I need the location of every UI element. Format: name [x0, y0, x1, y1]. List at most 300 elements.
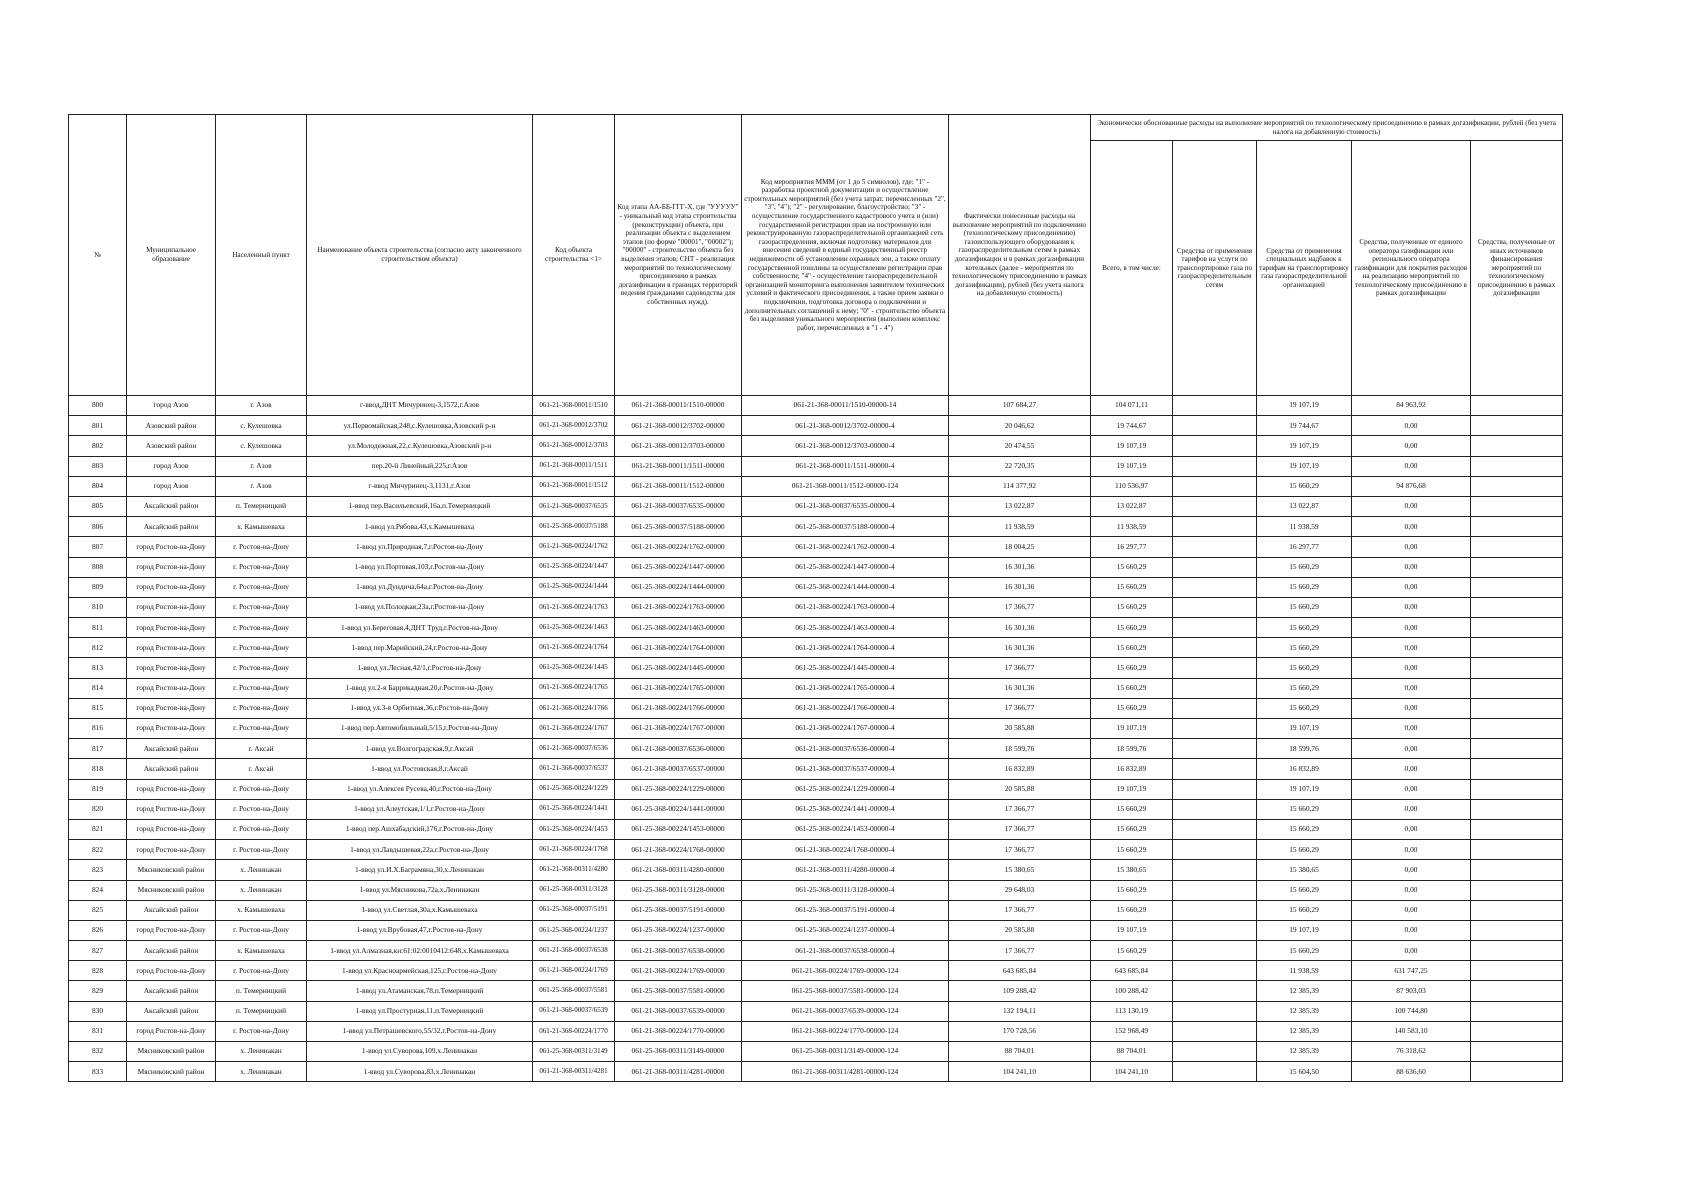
municipality-cell: город Ростов-на-Дону [127, 678, 216, 698]
total-cell: 152 968,49 [1091, 1021, 1173, 1041]
other-funds-cell [1471, 537, 1563, 557]
measure-code-cell: 061-21-368-00224/1770-00000-124 [742, 1021, 949, 1041]
object-code-cell: 061-21-368-00037/6536 [533, 739, 615, 759]
object-name-cell: 1-ввод ул.Петрашевского,55/32,г.Ростов-на-Дону [307, 1021, 533, 1041]
row-number: 813 [69, 658, 127, 678]
object-code-cell: 061-21-368-00011/1511 [533, 456, 615, 476]
markup-funds-cell: 12 385,39 [1257, 1042, 1352, 1062]
table-row [69, 597, 1563, 617]
table-row [69, 557, 1563, 577]
other-funds-cell [1471, 819, 1563, 839]
markup-funds-cell: 15 604,50 [1257, 1062, 1352, 1082]
tariff-funds-cell [1173, 1001, 1257, 1021]
municipality-cell: город Ростов-на-Дону [127, 557, 216, 577]
settlement-cell: г. Ростов-на-Дону [216, 678, 307, 698]
settlement-cell: г. Ростов-на-Дону [216, 618, 307, 638]
object-code-cell: 061-21-368-00224/1765 [533, 678, 615, 698]
total-cell: 13 022,87 [1091, 496, 1173, 516]
object-code-cell: 061-21-368-00037/6537 [533, 759, 615, 779]
table-row [69, 436, 1563, 456]
table-row [69, 456, 1563, 476]
table-row [69, 678, 1563, 698]
markup-funds-cell: 18 599,76 [1257, 739, 1352, 759]
tariff-funds-cell [1173, 1042, 1257, 1062]
col-markup-funds-header: Средства от применения специальных надбавок к тарифам на транспортировку газа газораспределительной организацией [1257, 141, 1352, 396]
municipality-cell: город Ростов-на-Дону [127, 779, 216, 799]
actual-costs-cell: 29 648,03 [949, 880, 1091, 900]
tariff-funds-cell [1173, 577, 1257, 597]
measure-code-cell: 061-21-368-00012/3703-00000-4 [742, 436, 949, 456]
municipality-cell: город Ростов-на-Дону [127, 1021, 216, 1041]
object-code-cell: 061-25-368-00224/1453 [533, 819, 615, 839]
municipality-cell: город Ростов-на-Дону [127, 819, 216, 839]
other-funds-cell [1471, 880, 1563, 900]
markup-funds-cell: 15 660,29 [1257, 698, 1352, 718]
settlement-cell: с. Кулешовка [216, 436, 307, 456]
table-row [69, 1021, 1563, 1041]
object-name-cell: 1-ввод ул.Лесная,42/1,г.Ростов-на-Дону [307, 658, 533, 678]
object-name-cell: 1-ввод ул.Береговая,4,ДНТ Труд,г.Ростов-на-Дону [307, 618, 533, 638]
other-funds-cell [1471, 698, 1563, 718]
operator-funds-cell: 0,00 [1352, 920, 1471, 940]
object-code-cell: 061-21-368-00011/1512 [533, 476, 615, 496]
table-row [69, 658, 1563, 678]
stage-code-cell: 061-25-368-00224/1453-00000 [615, 819, 742, 839]
municipality-cell: Мясниковский район [127, 1062, 216, 1082]
row-number: 816 [69, 719, 127, 739]
row-number: 833 [69, 1062, 127, 1082]
tariff-funds-cell [1173, 537, 1257, 557]
actual-costs-cell: 114 377,92 [949, 476, 1091, 496]
markup-funds-cell: 15 380,65 [1257, 860, 1352, 880]
row-number: 812 [69, 638, 127, 658]
operator-funds-cell: 0,00 [1352, 537, 1471, 557]
operator-funds-cell: 0,00 [1352, 658, 1471, 678]
tariff-funds-cell [1173, 900, 1257, 920]
settlement-cell: г. Азов [216, 476, 307, 496]
operator-funds-cell: 0,00 [1352, 436, 1471, 456]
col-other-funds-header: Средства, полученные от иных источников финансирования мероприятий по технологическому присоединению в рамках догазификации [1471, 141, 1563, 396]
measure-code-cell: 061-21-368-00224/1763-00000-4 [742, 597, 949, 617]
col-settlement-header: Населенный пункт [216, 115, 307, 396]
operator-funds-cell: 100 744,80 [1352, 1001, 1471, 1021]
row-number: 818 [69, 759, 127, 779]
measure-code-cell: 061-25-368-00037/5191-00000-4 [742, 900, 949, 920]
other-funds-cell [1471, 618, 1563, 638]
stage-code-cell: 061-25-368-00224/1445-00000 [615, 658, 742, 678]
measure-code-cell: 061-21-368-00037/6538-00000-4 [742, 941, 949, 961]
object-code-cell: 061-25-368-00224/1237 [533, 920, 615, 940]
stage-code-cell: 061-21-368-00037/6537-00000 [615, 759, 742, 779]
table-row [69, 880, 1563, 900]
object-name-cell: 1-ввод ул.Волгоградская,9,г.Аксай [307, 739, 533, 759]
row-number: 832 [69, 1042, 127, 1062]
other-funds-cell [1471, 638, 1563, 658]
actual-costs-cell: 107 684,27 [949, 396, 1091, 416]
table-row [69, 719, 1563, 739]
markup-funds-cell: 15 660,29 [1257, 678, 1352, 698]
markup-funds-cell: 15 660,29 [1257, 880, 1352, 900]
object-name-cell: 1-ввод пер.Марийский,24,г.Ростов-на-Дону [307, 638, 533, 658]
tariff-funds-cell [1173, 638, 1257, 658]
markup-funds-cell: 12 385,39 [1257, 1001, 1352, 1021]
stage-code-cell: 061-25-368-00224/1237-00000 [615, 920, 742, 940]
col-object-name-header: Наименование объекта строительства (согласно акту законченного строительством объекта) [307, 115, 533, 396]
row-number: 815 [69, 698, 127, 718]
total-cell: 110 536,97 [1091, 476, 1173, 496]
other-funds-cell [1471, 496, 1563, 516]
markup-funds-cell: 19 107,19 [1257, 779, 1352, 799]
col-operator-funds-header: Средства, полученные от единого оператора газификации или регионального оператора газификации для покрытия расходов на реализацию мероприятий по технологическому присоединению в рамках догазификации [1352, 141, 1471, 396]
stage-code-cell: 061-25-368-00037/5581-00000 [615, 981, 742, 1001]
row-number: 821 [69, 819, 127, 839]
measure-code-cell: 061-25-368-00224/1237-00000-4 [742, 920, 949, 940]
other-funds-cell [1471, 396, 1563, 416]
object-code-cell: 061-21-368-00224/1769 [533, 961, 615, 981]
tariff-funds-cell [1173, 396, 1257, 416]
row-number: 829 [69, 981, 127, 1001]
municipality-cell: город Ростов-на-Дону [127, 799, 216, 819]
row-number: 808 [69, 557, 127, 577]
markup-funds-cell: 12 385,39 [1257, 981, 1352, 1001]
stage-code-cell: 061-21-368-00224/1770-00000 [615, 1021, 742, 1041]
municipality-cell: Аксайский район [127, 517, 216, 537]
tariff-funds-cell [1173, 759, 1257, 779]
measure-code-cell: 061-21-368-00011/1510-00000-14 [742, 396, 949, 416]
markup-funds-cell: 16 297,77 [1257, 537, 1352, 557]
measure-code-cell: 061-21-368-00037/6535-00000-4 [742, 496, 949, 516]
row-number: 810 [69, 597, 127, 617]
measure-code-cell: 061-21-368-00311/4281-00000-124 [742, 1062, 949, 1082]
table-row [69, 900, 1563, 920]
operator-funds-cell: 0,00 [1352, 819, 1471, 839]
object-name-cell: 1-ввод ул.Алеутская,1/1,г.Ростов-на-Дону [307, 799, 533, 819]
operator-funds-cell: 0,00 [1352, 557, 1471, 577]
markup-funds-cell: 15 660,29 [1257, 658, 1352, 678]
settlement-cell: г. Ростов-на-Дону [216, 961, 307, 981]
total-cell: 15 660,29 [1091, 799, 1173, 819]
actual-costs-cell: 170 728,56 [949, 1021, 1091, 1041]
object-code-cell: 061-21-368-00012/3702 [533, 416, 615, 436]
operator-funds-cell: 0,00 [1352, 799, 1471, 819]
object-name-cell: 1-ввод ул.Полоцкая,23а,г.Ростов-на-Дону [307, 597, 533, 617]
table-row [69, 1062, 1563, 1082]
object-name-cell: 1-ввод ул.Атаманская,78,п.Темерницкий [307, 981, 533, 1001]
operator-funds-cell: 0,00 [1352, 719, 1471, 739]
municipality-cell: город Азов [127, 396, 216, 416]
table-row [69, 517, 1563, 537]
stage-code-cell: 061-25-368-00037/5188-00000 [615, 517, 742, 537]
markup-funds-cell: 19 107,19 [1257, 719, 1352, 739]
settlement-cell: х. Ленинакан [216, 880, 307, 900]
measure-code-cell: 061-25-368-00224/1229-00000-4 [742, 779, 949, 799]
measure-code-cell: 061-25-368-00224/1463-00000-4 [742, 618, 949, 638]
row-number: 809 [69, 577, 127, 597]
tariff-funds-cell [1173, 618, 1257, 638]
actual-costs-cell: 18 599,76 [949, 739, 1091, 759]
other-funds-cell [1471, 557, 1563, 577]
stage-code-cell: 061-21-368-00224/1766-00000 [615, 698, 742, 718]
settlement-cell: г. Ростов-на-Дону [216, 597, 307, 617]
tariff-funds-cell [1173, 860, 1257, 880]
settlement-cell: г. Ростов-на-Дону [216, 537, 307, 557]
table-row [69, 1042, 1563, 1062]
municipality-cell: Мясниковский район [127, 880, 216, 900]
total-cell: 104 241,10 [1091, 1062, 1173, 1082]
settlement-cell: п. Темерницкий [216, 1001, 307, 1021]
actual-costs-cell: 20 046,62 [949, 416, 1091, 436]
object-name-cell: 1-ввод ул.Суворова,109,х.Ленинакан [307, 1042, 533, 1062]
markup-funds-cell: 15 660,29 [1257, 597, 1352, 617]
operator-funds-cell: 84 963,92 [1352, 396, 1471, 416]
measure-code-cell: 061-21-368-00224/1768-00000-4 [742, 840, 949, 860]
object-code-cell: 061-21-368-00037/6539 [533, 1001, 615, 1021]
cost-table [68, 114, 1563, 1082]
markup-funds-cell: 15 660,29 [1257, 476, 1352, 496]
row-number: 806 [69, 517, 127, 537]
table-row [69, 981, 1563, 1001]
object-code-cell: 061-21-368-00224/1770 [533, 1021, 615, 1041]
measure-code-cell: 061-21-368-00311/4280-00000-4 [742, 860, 949, 880]
settlement-cell: г. Ростов-на-Дону [216, 557, 307, 577]
municipality-cell: город Ростов-на-Дону [127, 618, 216, 638]
actual-costs-cell: 18 004,25 [949, 537, 1091, 557]
col-num-header: № [69, 115, 127, 396]
settlement-cell: г. Ростов-на-Дону [216, 698, 307, 718]
actual-costs-cell: 13 022,87 [949, 496, 1091, 516]
stage-code-cell: 061-21-368-00037/6538-00000 [615, 941, 742, 961]
tariff-funds-cell [1173, 517, 1257, 537]
operator-funds-cell: 0,00 [1352, 496, 1471, 516]
object-code-cell: 061-21-368-00012/3703 [533, 436, 615, 456]
tariff-funds-cell [1173, 416, 1257, 436]
object-code-cell: 061-21-368-00224/1763 [533, 597, 615, 617]
actual-costs-cell: 16 832,89 [949, 759, 1091, 779]
stage-code-cell: 061-21-368-00224/1763-00000 [615, 597, 742, 617]
table-row [69, 779, 1563, 799]
actual-costs-cell: 20 585,88 [949, 719, 1091, 739]
tariff-funds-cell [1173, 436, 1257, 456]
table-row [69, 840, 1563, 860]
actual-costs-cell: 88 704,01 [949, 1042, 1091, 1062]
municipality-cell: город Ростов-на-Дону [127, 840, 216, 860]
economic-costs-group-header: Экономически обоснованные расходы на выполнение мероприятий по технологическому присоединению в рамках догазификации, рублей (без учета налога на добавленную стоимость) [1091, 115, 1563, 141]
settlement-cell: с. Кулешовка [216, 416, 307, 436]
settlement-cell: г. Ростов-на-Дону [216, 577, 307, 597]
municipality-cell: город Ростов-на-Дону [127, 537, 216, 557]
operator-funds-cell: 0,00 [1352, 759, 1471, 779]
measure-code-cell: 061-25-368-00224/1444-00000-4 [742, 577, 949, 597]
other-funds-cell [1471, 840, 1563, 860]
stage-code-cell: 061-21-368-00224/1765-00000 [615, 678, 742, 698]
tariff-funds-cell [1173, 1062, 1257, 1082]
row-number: 824 [69, 880, 127, 900]
row-number: 827 [69, 941, 127, 961]
other-funds-cell [1471, 456, 1563, 476]
operator-funds-cell: 0,00 [1352, 678, 1471, 698]
object-code-cell: 061-25-368-00224/1441 [533, 799, 615, 819]
row-number: 819 [69, 779, 127, 799]
object-name-cell: 1-ввод ул.Рябова,43,х.Камышеваха [307, 517, 533, 537]
table-row [69, 698, 1563, 718]
object-name-cell: 1-ввод ул.Лавдышевая,22а,г.Ростов-на-Дону [307, 840, 533, 860]
markup-funds-cell: 15 660,29 [1257, 557, 1352, 577]
row-number: 831 [69, 1021, 127, 1041]
markup-funds-cell: 11 938,59 [1257, 961, 1352, 981]
object-name-cell: 1-ввод ул.Алексея Русева,40,г.Ростов-на-Дону [307, 779, 533, 799]
total-cell: 15 660,29 [1091, 900, 1173, 920]
total-cell: 15 660,29 [1091, 941, 1173, 961]
object-code-cell: 061-25-368-00224/1444 [533, 577, 615, 597]
measure-code-cell: 061-25-368-00224/1447-00000-4 [742, 557, 949, 577]
col-object-code-header: Код объекта строительства <1> [533, 115, 615, 396]
other-funds-cell [1471, 1021, 1563, 1041]
measure-code-cell: 061-25-368-00037/5581-00000-124 [742, 981, 949, 1001]
markup-funds-cell: 19 744,67 [1257, 416, 1352, 436]
object-code-cell: 061-25-368-00224/1445 [533, 658, 615, 678]
stage-code-cell: 061-21-368-00224/1764-00000 [615, 638, 742, 658]
actual-costs-cell: 20 585,88 [949, 920, 1091, 940]
stage-code-cell: 061-25-368-00224/1444-00000 [615, 577, 742, 597]
markup-funds-cell: 11 938,59 [1257, 517, 1352, 537]
markup-funds-cell: 19 107,19 [1257, 920, 1352, 940]
object-name-cell: 1-ввод пер.Автомобильный,5/15,г.Ростов-на-Дону [307, 719, 533, 739]
stage-code-cell: 061-21-368-00011/1511-00000 [615, 456, 742, 476]
object-name-cell: 1-ввод ул.Дундича,64а,г.Ростов-на-Дону [307, 577, 533, 597]
object-code-cell: 061-21-368-00224/1766 [533, 698, 615, 718]
table-row [69, 537, 1563, 557]
measure-code-cell: 061-21-368-00224/1764-00000-4 [742, 638, 949, 658]
object-code-cell: 061-25-368-00224/1447 [533, 557, 615, 577]
row-number: 805 [69, 496, 127, 516]
object-name-cell: 1-ввод ул.Мясникова,72а,х.Ленинакан [307, 880, 533, 900]
stage-code-cell: 061-25-368-00037/5191-00000 [615, 900, 742, 920]
stage-code-cell: 061-21-368-00011/1510-00000 [615, 396, 742, 416]
municipality-cell: Аксайский район [127, 496, 216, 516]
row-number: 823 [69, 860, 127, 880]
object-code-cell: 061-21-368-00311/4281 [533, 1062, 615, 1082]
markup-funds-cell: 15 660,29 [1257, 819, 1352, 839]
row-number: 828 [69, 961, 127, 981]
municipality-cell: Аксайский район [127, 1001, 216, 1021]
total-cell: 19 107,19 [1091, 456, 1173, 476]
object-name-cell: пер.20-й Линейный,225,г.Азов [307, 456, 533, 476]
total-cell: 15 660,29 [1091, 819, 1173, 839]
measure-code-cell: 061-25-368-00224/1453-00000-4 [742, 819, 949, 839]
total-cell: 15 660,29 [1091, 698, 1173, 718]
stage-code-cell: 061-21-368-00012/3702-00000 [615, 416, 742, 436]
total-cell: 18 599,76 [1091, 739, 1173, 759]
table-row [69, 920, 1563, 940]
settlement-cell: х. Ленинакан [216, 1042, 307, 1062]
settlement-cell: х. Ленинакан [216, 860, 307, 880]
markup-funds-cell: 16 832,89 [1257, 759, 1352, 779]
settlement-cell: п. Темерницкий [216, 981, 307, 1001]
object-name-cell: 1-ввод ул.Светлая,30а,х.Камышеваха [307, 900, 533, 920]
measure-code-cell: 061-21-368-00224/1767-00000-4 [742, 719, 949, 739]
actual-costs-cell: 104 241,10 [949, 1062, 1091, 1082]
measure-code-cell: 061-25-368-00311/3128-00000-4 [742, 880, 949, 900]
row-number: 825 [69, 900, 127, 920]
settlement-cell: х. Камышеваха [216, 900, 307, 920]
settlement-cell: г. Азов [216, 456, 307, 476]
row-number: 801 [69, 416, 127, 436]
other-funds-cell [1471, 1062, 1563, 1082]
object-name-cell: 1-ввод ул.Ростовская,8,г.Аксай [307, 759, 533, 779]
object-code-cell: 061-21-368-00224/1762 [533, 537, 615, 557]
municipality-cell: Аксайский район [127, 739, 216, 759]
row-number: 814 [69, 678, 127, 698]
table-row [69, 759, 1563, 779]
other-funds-cell [1471, 941, 1563, 961]
other-funds-cell [1471, 1042, 1563, 1062]
object-name-cell: 1-ввод ул.Портовая,103,г.Ростов-на-Дону [307, 557, 533, 577]
stage-code-cell: 061-25-368-00311/3149-00000 [615, 1042, 742, 1062]
object-name-cell: 1-ввод ул.Простурная,11,п.Темерницкий [307, 1001, 533, 1021]
actual-costs-cell: 22 720,35 [949, 456, 1091, 476]
other-funds-cell [1471, 981, 1563, 1001]
object-code-cell: 061-25-368-00037/5581 [533, 981, 615, 1001]
stage-code-cell: 061-21-368-00224/1769-00000 [615, 961, 742, 981]
row-number: 804 [69, 476, 127, 496]
total-cell: 104 071,11 [1091, 396, 1173, 416]
actual-costs-cell: 16 301,36 [949, 678, 1091, 698]
row-number: 820 [69, 799, 127, 819]
municipality-cell: город Ростов-на-Дону [127, 658, 216, 678]
measure-code-cell: 061-25-368-00224/1441-00000-4 [742, 799, 949, 819]
stage-code-cell: 061-25-368-00311/3128-00000 [615, 880, 742, 900]
other-funds-cell [1471, 597, 1563, 617]
tariff-funds-cell [1173, 941, 1257, 961]
markup-funds-cell: 19 107,19 [1257, 396, 1352, 416]
operator-funds-cell: 0,00 [1352, 577, 1471, 597]
object-code-cell: 061-25-368-00224/1229 [533, 779, 615, 799]
settlement-cell: г. Ростов-на-Дону [216, 638, 307, 658]
markup-funds-cell: 19 107,19 [1257, 436, 1352, 456]
actual-costs-cell: 17 366,77 [949, 819, 1091, 839]
measure-code-cell: 061-21-368-00037/6537-00000-4 [742, 759, 949, 779]
object-code-cell: 061-25-368-00224/1463 [533, 618, 615, 638]
measure-code-cell: 061-21-368-00012/3702-00000-4 [742, 416, 949, 436]
total-cell: 19 107,19 [1091, 436, 1173, 456]
other-funds-cell [1471, 920, 1563, 940]
actual-costs-cell: 11 938,59 [949, 517, 1091, 537]
object-name-cell: 1-ввод ул.И.Х.Баграмяна,30,х.Ленинакан [307, 860, 533, 880]
tariff-funds-cell [1173, 799, 1257, 819]
total-cell: 113 130,19 [1091, 1001, 1173, 1021]
object-name-cell: 1-ввод ул.3-я Орбитная,36,г.Ростов-на-Дону [307, 698, 533, 718]
other-funds-cell [1471, 799, 1563, 819]
object-name-cell: г-ввод Мичуринец-3,1131,г.Азов [307, 476, 533, 496]
object-name-cell: 1-ввод ул.Алмазная,кн:61:02:0010412:648,х.Камышеваха [307, 941, 533, 961]
other-funds-cell [1471, 416, 1563, 436]
municipality-cell: город Ростов-на-Дону [127, 698, 216, 718]
actual-costs-cell: 15 380,65 [949, 860, 1091, 880]
settlement-cell: г. Ростов-на-Дону [216, 1021, 307, 1041]
row-number: 822 [69, 840, 127, 860]
total-cell: 88 704,01 [1091, 1042, 1173, 1062]
row-number: 800 [69, 396, 127, 416]
tariff-funds-cell [1173, 1021, 1257, 1041]
total-cell: 15 380,65 [1091, 860, 1173, 880]
municipality-cell: город Азов [127, 476, 216, 496]
tariff-funds-cell [1173, 719, 1257, 739]
total-cell: 15 660,29 [1091, 557, 1173, 577]
actual-costs-cell: 17 366,77 [949, 658, 1091, 678]
settlement-cell: п. Темерницкий [216, 496, 307, 516]
table-row [69, 476, 1563, 496]
total-cell: 16 832,89 [1091, 759, 1173, 779]
